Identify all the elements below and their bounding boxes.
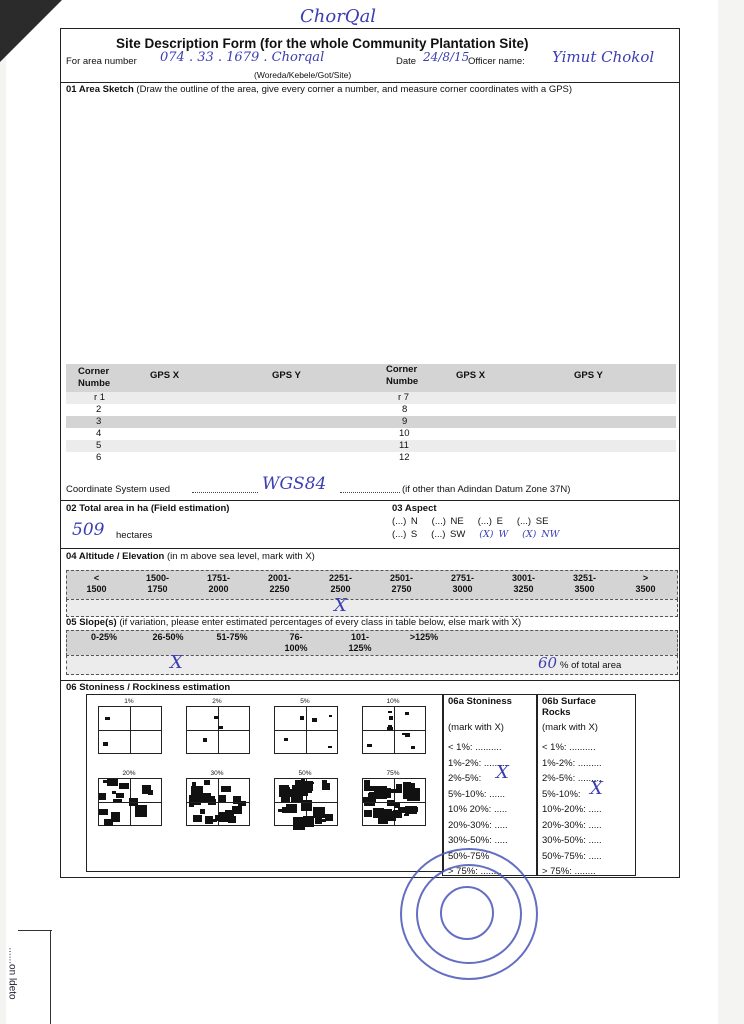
stone-mark [142,785,151,794]
stone-mark [368,799,374,804]
form-title: Site Description Form (for the whole Community Plantation Site) [116,36,529,51]
stoniness-option[interactable]: > 75%: ........ [448,866,502,877]
corner-4: 4 [96,428,102,439]
stone-mark [328,746,332,748]
stone-mark [405,783,415,790]
altitude-class-9[interactable]: > 3500 [635,573,656,594]
stone-mark [405,733,410,737]
stone-mark [279,791,289,796]
aspect-heading: 03 Aspect [392,503,437,514]
stone-mark [312,718,316,722]
stone-mark [213,819,217,822]
stone-mark [99,793,105,800]
location-subtitle: (Woreda/Kebele/Got/Site) [254,70,352,80]
date-label: Date [396,56,417,67]
corner-7: r 7 [398,392,410,403]
stone-mark [321,819,327,822]
corner-5: 5 [96,440,102,451]
corner-12: 12 [399,452,410,463]
area-sketch-heading: 01 Area Sketch (Draw the outline of the area, give every corner a number, and measure corner coordinates with a GPS) [66,84,573,95]
stone-mark [232,808,241,815]
surface-rocks-mark: X [590,778,603,799]
surface-rocks-option[interactable]: > 75%: ........ [542,866,596,877]
slope-percentage-label: % of total area [560,660,622,671]
stoniness-mark: X [496,762,509,783]
stone-mark [309,782,313,785]
stone-mark [129,798,137,806]
coordinate-note: (if other than Adindan Datum Zone 37N) [402,484,571,495]
stoniness-option[interactable]: 5%-10%: ...... [448,788,506,800]
officer-value: Yimut Chokol [552,48,655,66]
altitude-class-5[interactable]: 2501- 2750 [389,573,414,594]
stone-mark [300,716,304,720]
stone-mark [119,783,129,788]
stone-mark [396,784,402,789]
stone-mark [388,711,391,713]
stone-mark [364,780,371,787]
stone-mark [390,789,397,793]
stone-mark [394,803,400,808]
stoniness-pattern-box [274,706,338,754]
altitude-class-7[interactable]: 3001- 3250 [511,573,536,594]
stone-mark [364,810,372,817]
stoniness-pattern-label: 75% [386,770,400,777]
stone-mark [191,786,203,796]
total-area-value: 509 [72,520,105,540]
stoniness-heading: 06 Stoniness / Rockiness estimation [66,682,231,693]
stone-mark [107,779,118,785]
official-stamp [400,848,538,980]
altitude-class-6[interactable]: 2751- 3000 [450,573,475,594]
stone-mark [214,716,219,719]
stone-mark [402,733,405,735]
stone-mark [367,744,371,747]
stone-mark [103,742,107,745]
stone-mark [99,809,107,815]
stone-mark [284,738,289,741]
altitude-class-1[interactable]: 1500- 1750 [145,573,170,594]
altitude-class-0[interactable]: < 1500 [86,573,107,594]
slope-class-0[interactable]: 0-25% [90,632,117,642]
corner-1: r 1 [94,392,106,403]
slope-class-4[interactable]: 101- 125% [348,632,372,653]
stoniness-option[interactable]: 50%-75% [448,850,490,862]
altitude-mark: X [334,595,347,616]
stone-mark [221,786,231,792]
stoniness-pattern-label: 20% [122,770,136,777]
surface-rocks-option[interactable]: 2%-5%: ......... [542,773,602,784]
surface-rocks-option[interactable]: 1%-2%: ......... [542,757,602,769]
slope-heading: 05 Slope(s) (if variation, please enter estimated percentages of every class in table below, else mark with X) [66,617,522,628]
corner-9: 9 [402,416,408,427]
stone-mark [116,793,125,798]
slope-class-1[interactable]: 26-50% [152,632,184,642]
stone-mark [329,715,332,718]
altitude-heading: 04 Altitude / Elevation (in m above sea level, mark with X) [66,551,315,562]
aspect-row-1: (...) N (...) NE (...) E (...) SE [392,516,549,527]
slope-class-5[interactable]: >125% [409,632,439,642]
stone-mark [138,807,142,810]
stone-mark [203,738,208,742]
stoniness-pattern-box [362,778,426,826]
stoniness-option[interactable]: 10% 20%: ..... [448,804,508,815]
stone-mark [200,809,206,814]
stoniness-pattern-box [186,706,250,754]
stone-mark [301,800,312,811]
altitude-class-4[interactable]: 2251- 2500 [328,573,353,594]
surface-rocks-option[interactable]: 10%-20%: ..... [542,804,602,815]
slope-percentage-value: 60 [538,654,558,672]
stone-mark [322,780,327,785]
stoniness-pattern-label: 10% [386,698,400,705]
stone-mark [112,791,117,794]
sketch-area[interactable] [66,98,672,360]
coordinate-label: Coordinate System used [66,484,171,495]
gps-header-corner-left: Corner Numbe [78,366,111,389]
stone-mark [300,783,309,791]
stone-mark [193,815,202,822]
altitude-class-3[interactable]: 2001- 2250 [267,573,292,594]
coordinate-value: WGS84 [262,474,327,494]
stoniness-pattern-label: 2% [212,698,222,705]
area-number-value: 074 . 33 . 1679 . Chorqal [160,50,325,65]
surface-rocks-subheading: 06b Surface Rocks [542,696,596,718]
gps-header-x-right: GPS X [456,370,486,381]
stoniness-option[interactable]: 2%-5%: [448,773,482,784]
surface-rocks-option[interactable]: 20%-30%: ..... [542,819,602,831]
stone-mark [189,795,202,805]
surface-rocks-option[interactable]: 50%-75%: ..... [542,850,602,862]
corner-8: 8 [402,404,408,415]
stone-mark [376,808,382,815]
aspect-row-2: (...) S (...) SW (X) W (X) NW [392,529,560,540]
handwritten-site-name: ChorQal [300,6,377,27]
stone-mark [405,712,409,714]
slope-class-2[interactable]: 51-75% [216,632,248,642]
stone-mark [113,799,121,803]
stone-mark [379,816,386,821]
stoniness-option[interactable]: 30%-50%: ..... [448,835,508,846]
page-corner-fold [0,0,62,62]
altitude-mark-row [66,599,678,617]
gps-header-y-left: GPS Y [272,370,301,381]
corner-2: 2 [96,404,102,415]
total-area-unit: hectares [116,530,153,541]
gps-header-y-right: GPS Y [574,370,603,381]
stoniness-pattern-box [98,706,162,754]
stone-mark [294,818,298,821]
stone-mark [238,801,246,805]
corner-10: 10 [399,428,410,439]
stone-mark [208,799,216,804]
stoniness-option[interactable]: 1%-2%: ......... [448,757,508,769]
officer-label: Officer name: [468,56,525,67]
slope-mark: X [170,652,183,673]
surface-rocks-instruction: (mark with X) [542,722,598,733]
corner-6: 6 [96,452,102,463]
slope-class-3[interactable]: 76- 100% [284,632,308,653]
stone-mark [282,807,288,813]
stone-mark [301,779,305,782]
date-value: 24/8/15 [423,50,470,64]
stoniness-pattern-label: 1% [124,698,134,705]
surface-rocks-option[interactable]: < 1%: .......... [542,742,596,753]
stone-mark [405,806,418,815]
stone-mark [393,810,402,818]
stone-mark [105,717,109,721]
header-divider [60,82,680,83]
gps-header-x-left: GPS X [150,370,180,381]
area-number-label: For area number [66,56,137,67]
total-area-heading: 02 Total area in ha (Field estimation) [66,503,230,514]
stoniness-instruction: (mark with X) [448,722,504,733]
corner-3: 3 [96,416,102,427]
gps-header-corner-right: Corner Numbe [386,364,419,387]
stone-mark [303,816,315,827]
stone-mark [378,792,391,798]
stoniness-pattern-label: 30% [210,770,224,777]
stoniness-pattern-box [274,778,338,826]
stoniness-pattern-box [362,706,426,754]
stone-mark [205,816,213,824]
stoniness-option[interactable]: 20%-30%: ..... [448,819,508,831]
stone-mark [219,795,226,802]
surface-rocks-option[interactable]: 30%-50%: ..... [542,835,602,846]
stone-mark [398,789,402,793]
stoniness-option[interactable]: < 1%: .......... [448,742,502,753]
stone-mark [388,725,392,729]
stoniness-pattern-box [98,778,162,826]
stone-mark [403,793,413,800]
stoniness-pattern-box [186,778,250,826]
stone-mark [218,726,223,729]
stone-mark [411,746,415,750]
gps-table [66,364,676,468]
stone-mark [389,716,393,720]
side-margin-text: ......on ldeto [6,947,18,1000]
stoniness-pattern-label: 5% [300,698,310,705]
stone-mark [111,812,121,822]
surface-rocks-option[interactable]: 5%-10%: [542,788,581,800]
corner-11: 11 [399,440,409,451]
stoniness-pattern-label: 50% [298,770,312,777]
altitude-class-2[interactable]: 1751- 2000 [206,573,231,594]
altitude-class-8[interactable]: 3251- 3500 [572,573,597,594]
stone-mark [204,780,210,785]
stoniness-subheading: 06a Stoniness [448,696,512,707]
